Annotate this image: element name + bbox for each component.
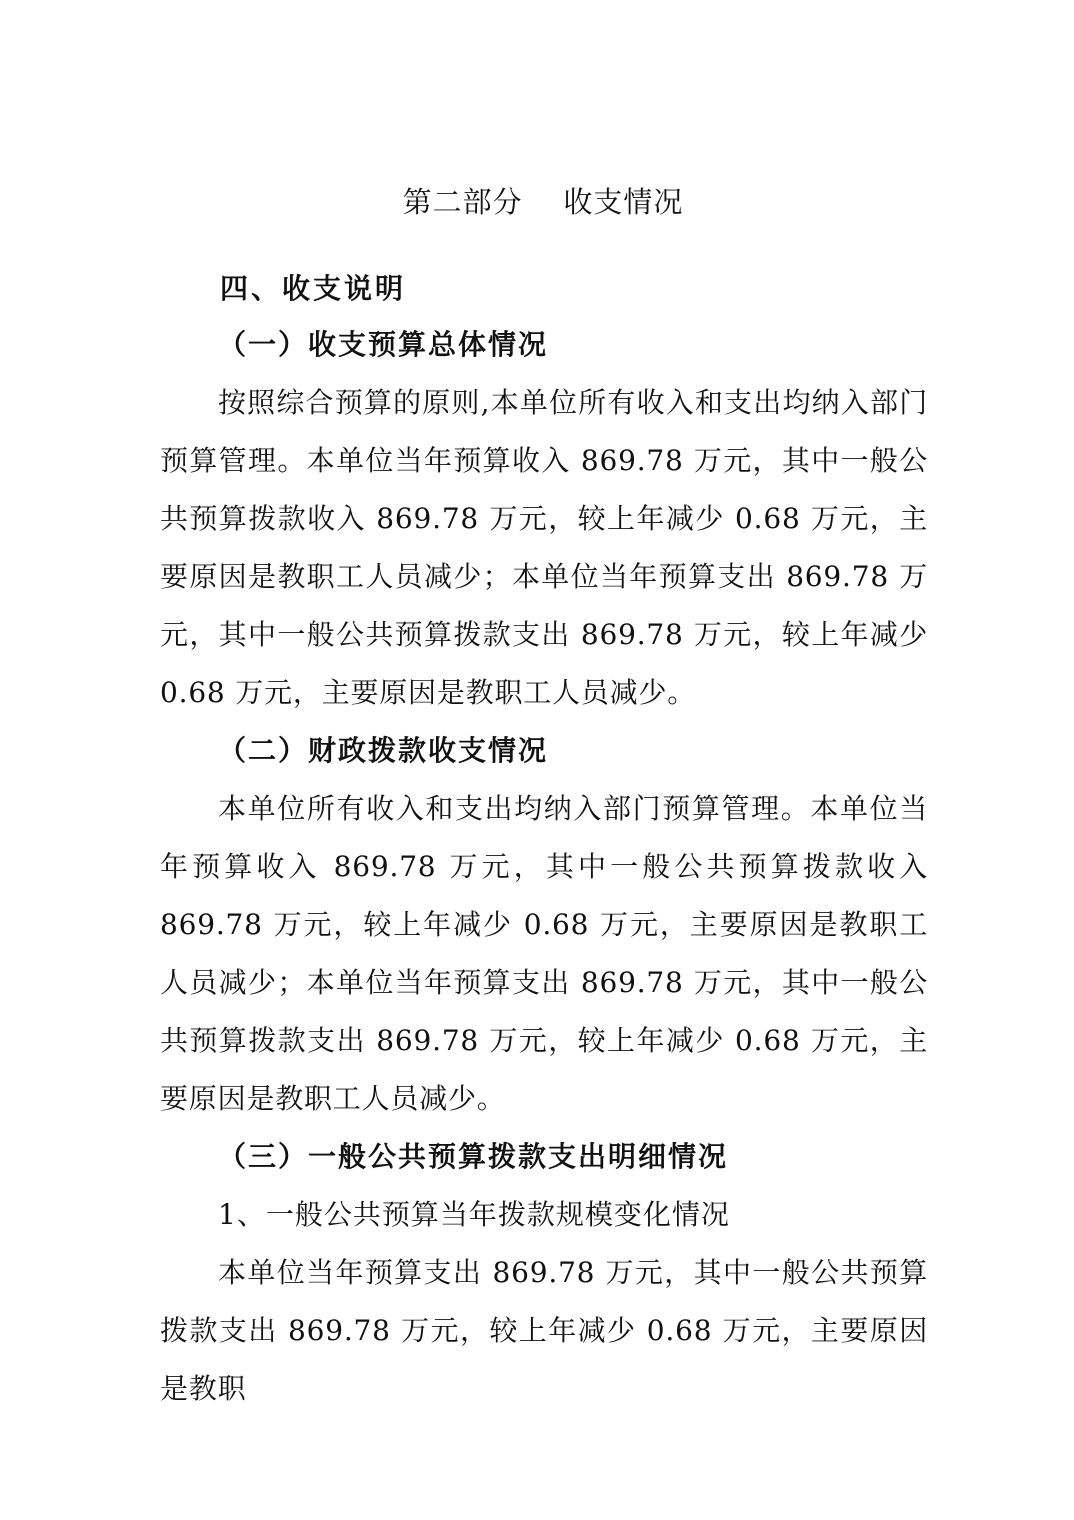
document-body [160, 262, 928, 1418]
subsection-2-heading: （二）财政拨款收支情况 [218, 734, 549, 767]
subsection-2-paragraph: 本单位所有收入和支出均纳入部门预算管理。本单位当年预算收入 869.78 万元，其中一般公共预算拨款收入 869.78 万元，较上年减少 0.68 万元，主要原因是教职工人员减少；本单位当年预算支出 869.78 万元，其中一般公共预算拨款支出 869.78 万元，较上年减少 0.68 万元，主要原因是教职工人员减少。 [160, 792, 928, 1115]
subsection-3-paragraph: 本单位当年预算支出 869.78 万元，其中一般公共预算拨款支出 869.78 万元，较上年减少 0.68 万元，主要原因是教职 [160, 1256, 928, 1405]
subsection-3-heading: （三）一般公共预算拨款支出明细情况 [218, 1140, 729, 1173]
subsection-1-heading: （一）收支预算总体情况 [218, 328, 549, 361]
page-title: 第二部分 收支情况 [402, 185, 684, 219]
subsection-1-paragraph: 按照综合预算的原则,本单位所有收入和支出均纳入部门预算管理。本单位当年预算收入 869.78 万元，其中一般公共预算拨款收入 869.78 万元，较上年减少 0.68 万元，主要原因是教职工人员减少；本单位当年预算支出 869.78 万元，其中一般公共预算拨款支出 869.78 万元，较上年减少 0.68 万元，主要原因是教职工人员减少。 [160, 386, 928, 709]
section-heading: 四、收支说明 [220, 272, 407, 305]
subsection-3-item-1: 1、一般公共预算当年拨款规模变化情况 [218, 1198, 730, 1231]
